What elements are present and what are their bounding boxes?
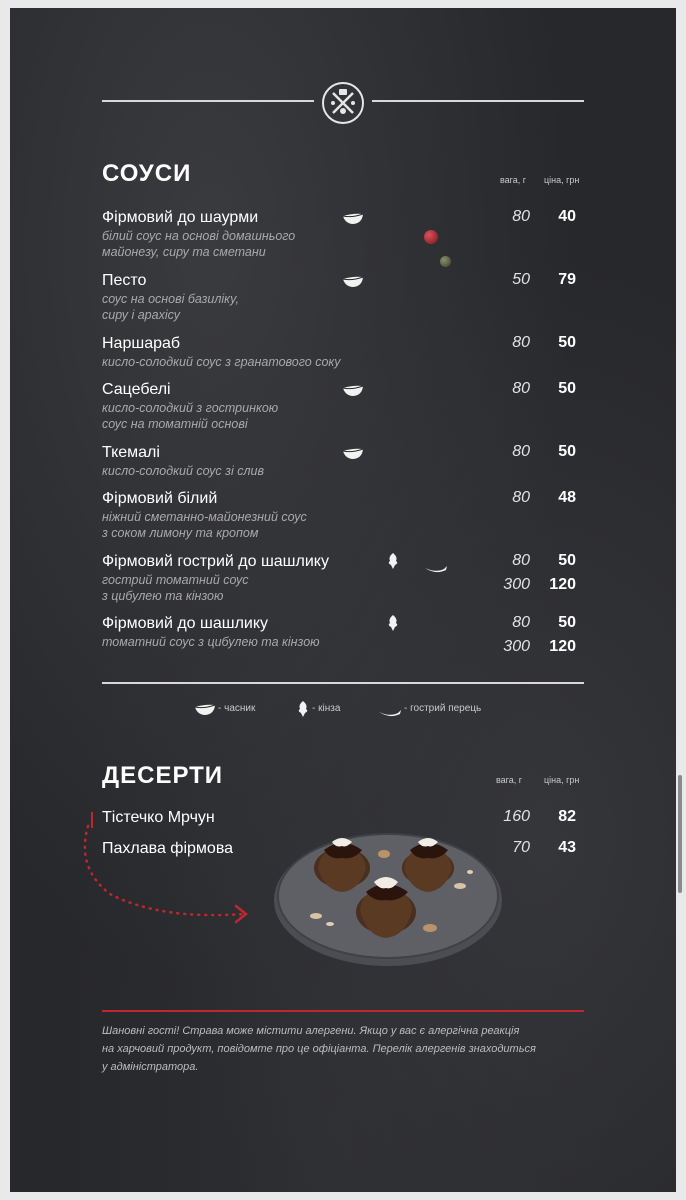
desserts-price-header: ціна, грн <box>544 775 580 785</box>
dessert-name: Пахлава фірмова <box>102 840 234 857</box>
sauce-weight: 80 <box>512 443 530 460</box>
pepper-legend-label: - гострий перець <box>404 703 482 714</box>
dessert-weight: 160 <box>503 808 530 825</box>
cilantro-legend-icon <box>296 700 310 723</box>
dessert-price: 43 <box>558 839 576 856</box>
sauce-desc: майонезу, сиру та сметани <box>102 245 266 259</box>
sauce-desc: кисло-солодкий соус зі слив <box>102 464 264 478</box>
allergen-notice-line: у адміністратора. <box>102 1061 199 1073</box>
sauce-desc: з соком лимону та кропом <box>102 526 259 540</box>
sauces-divider <box>102 682 584 684</box>
dessert-weight: 70 <box>512 839 530 856</box>
sauce-name: Фірмовий до шашлику <box>102 615 269 632</box>
garlic-icon <box>342 446 364 465</box>
sauce-name: Фірмовий білий <box>102 490 218 507</box>
sauce-desc: томатний соус з цибулею та кінзою <box>102 635 320 649</box>
sauce-price: 79 <box>558 271 576 288</box>
desserts-weight-header: вага, г <box>496 775 523 785</box>
dessert-plate-image <box>272 820 504 970</box>
sauce-price-large: 120 <box>549 576 576 593</box>
sauce-desc: кисло-солодкий соус з гранатового соку <box>102 355 341 369</box>
sauce-desc: сиру і арахісу <box>102 308 180 322</box>
sauce-price: 50 <box>558 443 576 460</box>
sauce-name: Сацебелі <box>102 381 171 398</box>
dessert-name: Тістечко Мрчун <box>102 809 215 826</box>
garlic-icon <box>342 211 364 230</box>
crossed-utensils-logo-icon <box>322 82 364 124</box>
garlic-legend-label: - часник <box>218 703 256 714</box>
sauce-weight: 80 <box>512 334 530 351</box>
menu-page <box>10 8 676 1192</box>
sauce-price: 50 <box>558 614 576 631</box>
sauce-name: Фірмовий до шаурми <box>102 209 259 226</box>
sauce-price: 48 <box>558 489 576 506</box>
sauce-price: 50 <box>558 552 576 569</box>
notice-divider <box>102 1010 584 1012</box>
sauce-price: 50 <box>558 380 576 397</box>
garlic-legend-icon <box>194 702 216 721</box>
sauce-price: 40 <box>558 208 576 225</box>
header-line-right <box>372 100 584 102</box>
sauce-name: Фірмовий гострий до шашлику <box>102 553 329 570</box>
sauce-name: Ткемалі <box>102 444 160 461</box>
hot-pepper-icon <box>424 561 448 579</box>
allergen-notice <box>102 1022 602 1076</box>
dotted-arrow-decoration <box>70 808 270 928</box>
sauces-title: СОУСИ <box>102 160 192 187</box>
sauce-desc: ніжний сметанно-майонезний соус <box>102 510 307 524</box>
garlic-icon <box>342 383 364 402</box>
sauces-price-header: ціна, грн <box>544 175 580 185</box>
cilantro-icon <box>386 614 400 637</box>
header-line-left <box>102 100 314 102</box>
allergen-notice-line: на харчовий продукт, повідомте про це офіціанта. Перелік алергенів знаходиться <box>102 1043 536 1055</box>
sauce-price-large: 120 <box>549 638 576 655</box>
sauce-weight-large: 300 <box>503 638 530 655</box>
hot-pepper-legend-icon <box>378 705 402 723</box>
sauce-desc: гострий томатний соус <box>102 573 249 587</box>
sauce-name: Наршараб <box>102 335 181 352</box>
sauce-weight: 80 <box>512 208 530 225</box>
garlic-icon <box>342 274 364 293</box>
allergen-notice-line: Шановні гості! Страва може містити алергени. Якщо у вас є алергічна реакція <box>102 1025 520 1037</box>
sauce-name: Песто <box>102 272 147 289</box>
cilantro-legend-label: - кінза <box>312 703 341 714</box>
sauce-weight: 80 <box>512 552 530 569</box>
sauce-weight: 80 <box>512 614 530 631</box>
sauce-desc: соус на основі базиліку, <box>102 292 239 306</box>
sauce-weight-large: 300 <box>503 576 530 593</box>
desserts-title: ДЕСЕРТИ <box>102 762 224 789</box>
sauce-weight: 50 <box>512 271 530 288</box>
sauce-desc: білий соус на основі домашнього <box>102 229 296 243</box>
sauce-desc: соус на томатній основі <box>102 417 248 431</box>
scrollbar-thumb[interactable] <box>678 775 682 893</box>
sauce-desc: з цибулею та кінзою <box>102 589 224 603</box>
cilantro-icon <box>386 552 400 575</box>
sauce-weight: 80 <box>512 489 530 506</box>
sauce-weight: 80 <box>512 380 530 397</box>
sauces-weight-header: вага, г <box>500 175 527 185</box>
dessert-price: 82 <box>558 808 576 825</box>
sauce-price: 50 <box>558 334 576 351</box>
sauce-desc: кисло-солодкий з гостринкою <box>102 401 279 415</box>
